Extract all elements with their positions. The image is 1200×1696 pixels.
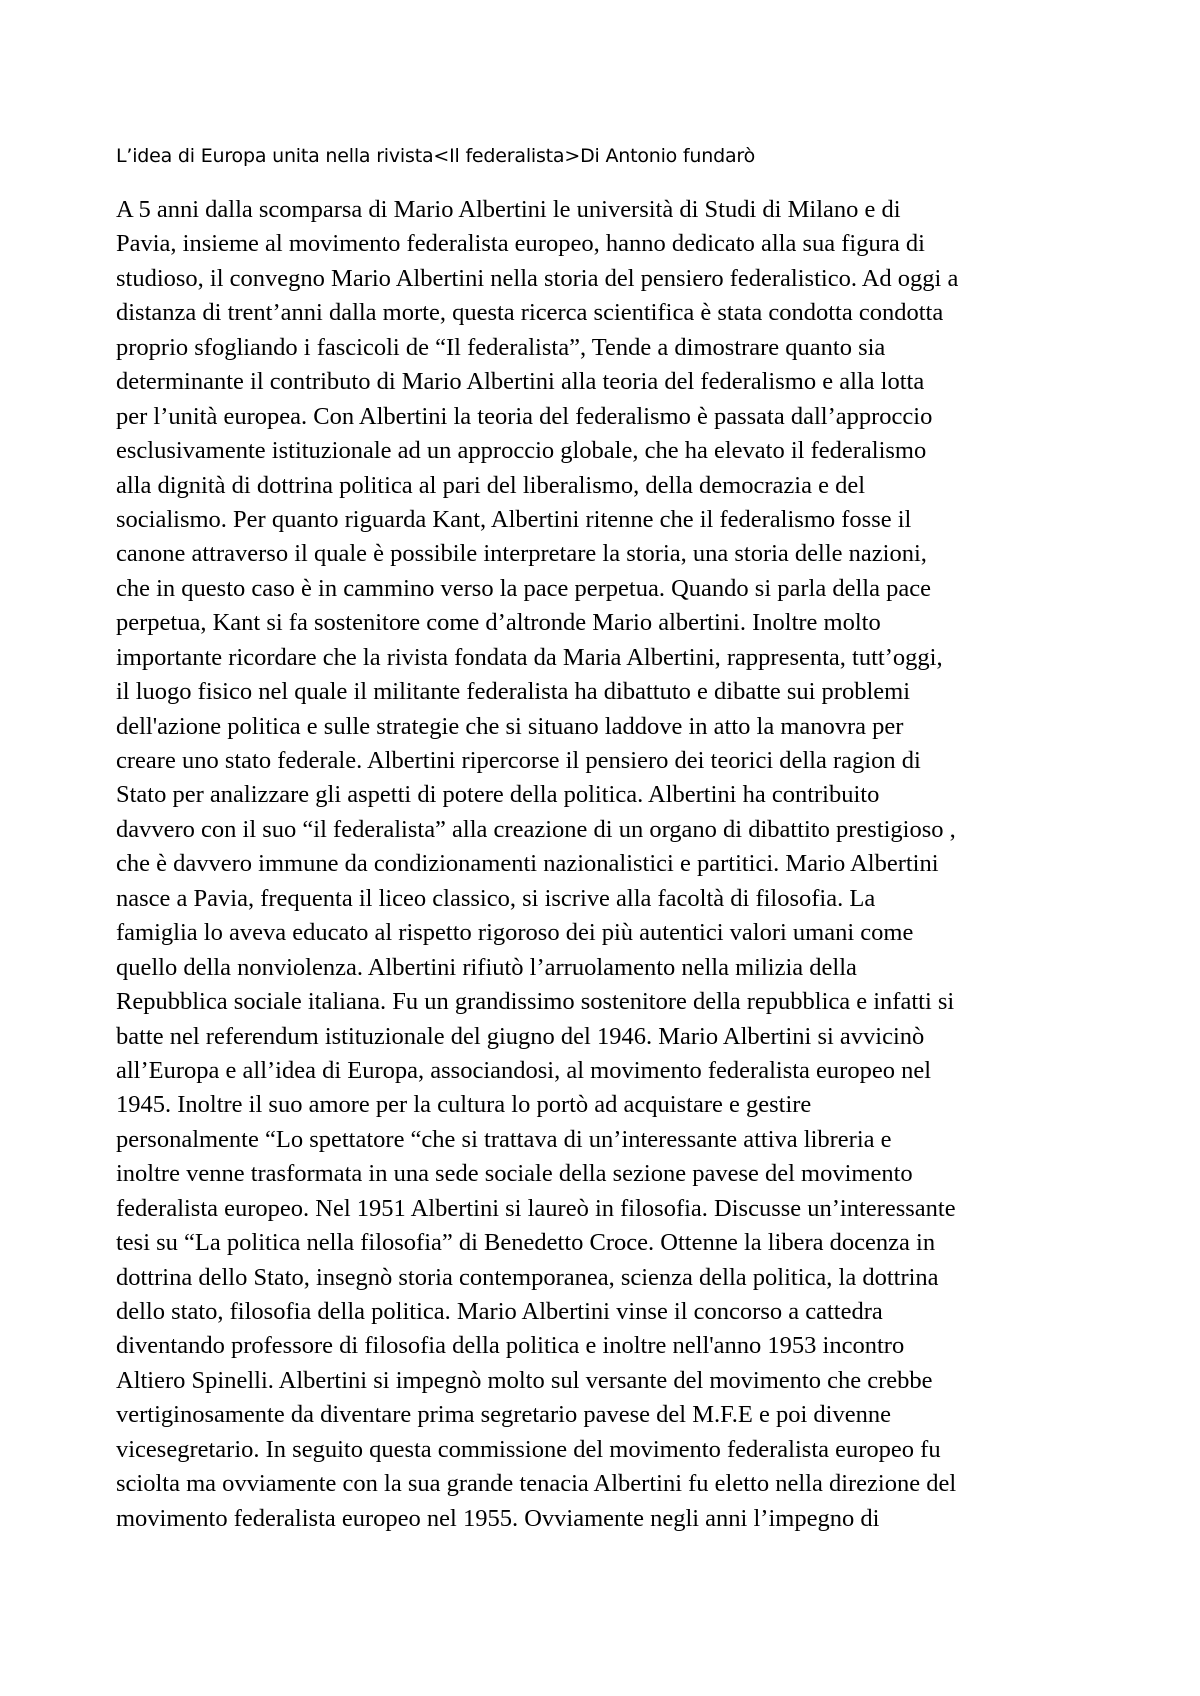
- body-text-line: dell'azione politica e sulle strategie che si situano laddove in atto la manovra per: [116, 712, 904, 740]
- body-text-line: tesi su “La politica nella filosofia” di Benedetto Croce. Ottenne la libera docenza in: [116, 1229, 936, 1257]
- body-text-line: il luogo fisico nel quale il militante federalista ha dibattuto e dibatte sui problemi: [116, 678, 911, 706]
- body-text-line: Stato per analizzare gli aspetti di potere della politica. Albertini ha contribuito: [116, 781, 880, 809]
- body-text-line: dottrina dello Stato, insegnò storia contemporanea, scienza della politica, la dottrina: [116, 1263, 939, 1291]
- body-text-line: vicesegretario. In seguito questa commissione del movimento federalista europeo fu: [116, 1435, 941, 1463]
- body-text-line: personalmente “Lo spettatore “che si trattava di un’interessante attiva libreria e: [116, 1125, 892, 1153]
- body-text-line: che è davvero immune da condizionamenti nazionalistici e partitici. Mario Albertini: [116, 850, 939, 878]
- body-text-line: famiglia lo aveva educato al rispetto rigoroso dei più autentici valori umani come: [116, 919, 914, 947]
- body-text-line: perpetua, Kant si fa sostenitore come d’altronde Mario albertini. Inoltre molto: [116, 609, 881, 637]
- body-text-line: Repubblica sociale italiana. Fu un grandissimo sostenitore della repubblica e infatti si: [116, 988, 955, 1016]
- body-text-line: distanza di trent’anni dalla morte, questa ricerca scientifica è stata condotta condotta: [116, 299, 944, 327]
- body-text-line: nasce a Pavia, frequenta il liceo classico, si iscrive alla facoltà di filosofia. La: [116, 884, 876, 912]
- body-text-line: all’Europa e all’idea di Europa, associandosi, al movimento federalista europeo nel: [116, 1056, 932, 1084]
- body-text-line: A 5 anni dalla scomparsa di Mario Albertini le università di Studi di Milano e di: [116, 196, 901, 223]
- body-text-line: che in questo caso è in cammino verso la pace perpetua. Quando si parla della pace: [116, 574, 931, 602]
- body-text-line: sciolta ma ovviamente con la sua grande tenacia Albertini fu eletto nella direzione del: [116, 1470, 957, 1498]
- document-body: [116, 193, 1096, 1536]
- body-text-line: vertiginosamente da diventare prima segretario pavese del M.F.E e poi divenne: [116, 1401, 891, 1429]
- body-text-line: dello stato, filosofia della politica. Mario Albertini vinse il concorso a cattedra: [116, 1298, 883, 1325]
- body-text-line: quello della nonviolenza. Albertini rifiutò l’arruolamento nella milizia della: [116, 953, 857, 981]
- body-text-line: esclusivamente istituzionale ad un approccio globale, che ha elevato il federalismo: [116, 437, 927, 465]
- body-text-line: socialismo. Per quanto riguarda Kant, Albertini ritenne che il federalismo fosse il: [116, 505, 912, 533]
- body-text-line: davvero con il suo “il federalista” alla creazione di un organo di dibattito prestigioso ,: [116, 815, 956, 843]
- body-text-line: determinante il contributo di Mario Albertini alla teoria del federalismo e alla lotta: [116, 368, 925, 396]
- body-text-line: proprio sfogliando i fascicoli de “Il federalista”, Tende a dimostrare quanto sia: [116, 333, 886, 361]
- body-text-line: studioso, il convegno Mario Albertini nella storia del pensiero federalistico. Ad oggi a: [116, 264, 959, 292]
- body-text-line: Pavia, insieme al movimento federalista europeo, hanno dedicato alla sua figura di: [116, 230, 925, 258]
- body-text-line: diventando professore di filosofia della politica e inoltre nell'anno 1953 incontro: [116, 1332, 905, 1360]
- body-text-line: per l’unità europea. Con Albertini la teoria del federalismo è passata dall’approccio: [116, 402, 933, 430]
- body-text-line: importante ricordare che la rivista fondata da Maria Albertini, rappresenta, tutt’oggi,: [116, 643, 943, 671]
- body-text-line: canone attraverso il quale è possibile interpretare la storia, una storia delle nazioni,: [116, 540, 927, 568]
- body-text-line: inoltre venne trasformata in una sede sociale della sezione pavese del movimento: [116, 1160, 913, 1188]
- document-title: L’idea di Europa unita nella rivista<Il federalista>Di Antonio fundarò: [116, 145, 756, 167]
- body-text-line: 1945. Inoltre il suo amore per la cultura lo portò ad acquistare e gestire: [116, 1091, 812, 1119]
- body-text-line: creare uno stato federale. Albertini ripercorse il pensiero dei teorici della ragion di: [116, 747, 921, 774]
- body-text-line: federalista europeo. Nel 1951 Albertini si laureò in filosofia. Discusse un’interessante: [116, 1194, 956, 1222]
- body-text-line: movimento federalista europeo nel 1955. Ovviamente negli anni l’impegno di: [116, 1504, 880, 1532]
- body-text-line: batte nel referendum istituzionale del giugno del 1946. Mario Albertini si avvicinò: [116, 1022, 925, 1050]
- body-text-line: Altiero Spinelli. Albertini si impegnò molto sul versante del movimento che crebbe: [116, 1366, 933, 1394]
- body-text-line: alla dignità di dottrina politica al pari del liberalismo, della democrazia e del: [116, 471, 866, 499]
